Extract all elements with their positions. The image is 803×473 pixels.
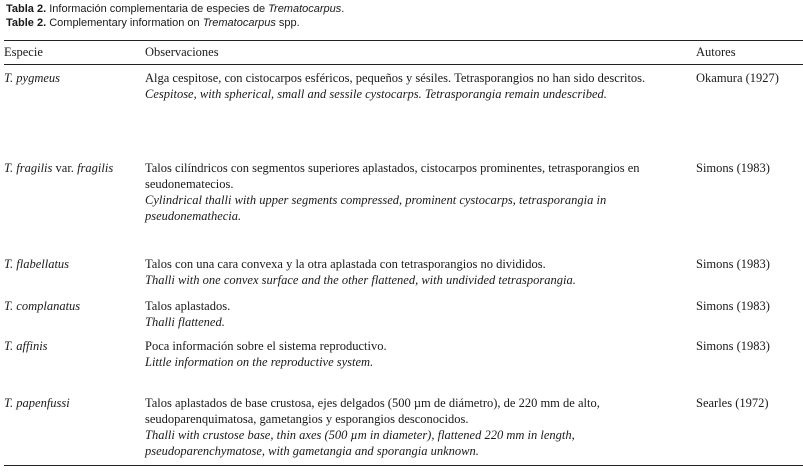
table-row: [4, 65, 803, 160]
table-row: [4, 256, 803, 298]
observation-es: Talos aplastados.: [145, 298, 231, 313]
author-cell: Searles (1972): [696, 395, 803, 466]
observation-cell: [145, 160, 696, 256]
species-name: T. affinis: [4, 338, 48, 353]
species-name: T. complanatus: [4, 298, 81, 313]
observation-en: Thalli with crustose base, thin axes (500 µm in diameter), flattened 220 mm in length, pseudoparenchymatose, with gametangia and sporangia unknown.: [145, 427, 575, 458]
observation-es: Talos aplastados de base crustosa, ejes delgados (500 µm de diámetro), de 220 mm de alto, seudoparenquimatosa, gametangios y esporangios desconocidos.: [145, 395, 600, 426]
observation-es: Poca información sobre el sistema reproductivo.: [145, 338, 387, 353]
species-cell: [4, 65, 145, 160]
species-cell: [4, 395, 145, 466]
observation-es: Talos con una cara convexa y la otra aplastada con tetrasporangios no divididos.: [145, 256, 546, 271]
observation-en: Cespitose, with spherical, small and sessile cystocarps. Tetrasporangia remain undescribed.: [145, 87, 607, 101]
observation-en: Little information on the reproductive system.: [145, 354, 374, 369]
species-cell: [4, 298, 145, 338]
species-name: T. pygmeus: [4, 71, 61, 85]
caption-en-end: spp.: [278, 17, 300, 29]
observation-cell: [145, 395, 696, 466]
observation-es: Alga cespitose, con cistocarpos esféricos, pequeños y sésiles. Tetrasporangios no han sido descritos.: [145, 71, 646, 85]
observation-cell: [145, 256, 696, 298]
species-name: T. flabellatus: [4, 256, 70, 271]
table-row: [4, 160, 803, 256]
caption-en-text: Complementary information on: [49, 17, 200, 29]
author-cell: Simons (1983): [696, 256, 770, 271]
author-cell: Okamura (1927): [696, 71, 779, 85]
table-row: [4, 395, 803, 466]
table-row: [4, 338, 803, 395]
species-name: T. fragilis: [4, 160, 53, 175]
header-row: [4, 41, 803, 65]
observation-cell: [145, 298, 696, 338]
species-qualifier: var.: [55, 160, 74, 175]
caption-en: [6, 16, 344, 30]
caption-en-genus: Trematocarpus: [202, 17, 276, 29]
caption-es: [6, 2, 344, 16]
author-cell: Simons (1983): [696, 298, 770, 313]
caption-es-end: .: [341, 3, 345, 15]
header-authors: Autores: [696, 41, 803, 65]
table-row: [4, 298, 803, 338]
caption-en-label: Table 2.: [6, 17, 47, 29]
author-cell: Simons (1983): [696, 160, 770, 175]
caption-es-label: Tabla 2.: [6, 3, 47, 15]
species-variety: fragilis: [77, 160, 114, 175]
observation-cell: [145, 65, 696, 160]
observation-es: Talos cilíndricos con segmentos superiores aplastados, cistocarpos prominentes, tetrasporangios en seudonematecios.: [145, 160, 640, 191]
species-name: T. papenfussi: [4, 395, 70, 410]
table-caption: [6, 2, 344, 30]
caption-es-text: Información complementaria de especies de: [49, 3, 266, 15]
observation-en: Cylindrical thalli with upper segments compressed, prominent cystocarps, tetrasporangia in pseudonemathecia.: [145, 192, 607, 223]
header-species: Especie: [4, 41, 145, 65]
author-cell: Simons (1983): [696, 338, 770, 353]
species-cell: [4, 160, 145, 256]
observation-cell: [145, 338, 696, 395]
observation-en: Thalli with one convex surface and the other flattened, with undivided tetrasporangia.: [145, 272, 576, 287]
species-cell: [4, 256, 145, 298]
caption-es-genus: Trematocarpus: [268, 3, 342, 15]
observation-en: Thalli flattened.: [145, 314, 225, 329]
species-table: [4, 40, 803, 466]
header-observations: Observaciones: [145, 41, 696, 65]
species-cell: [4, 338, 145, 395]
